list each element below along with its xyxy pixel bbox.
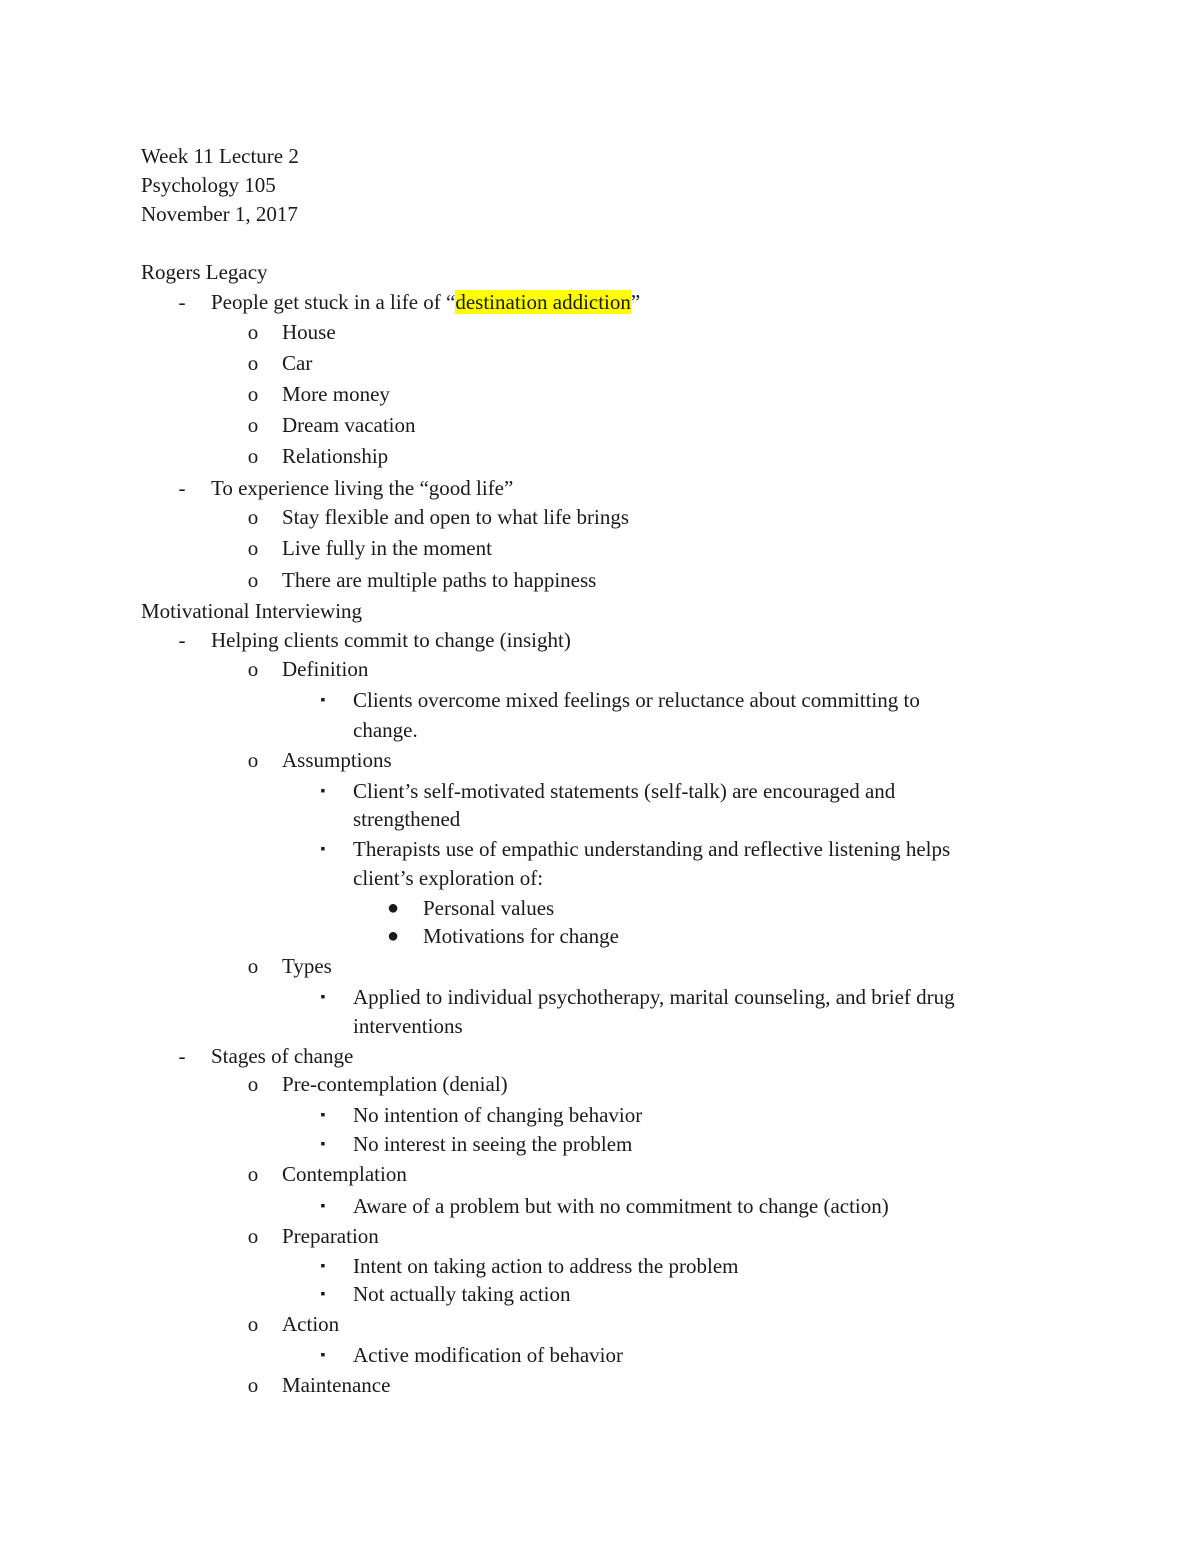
square-marker: ▪ [320, 1259, 326, 1274]
circle-marker: o [247, 1162, 259, 1186]
assumptions-label: Assumptions [282, 748, 392, 772]
circle-marker: o [247, 1312, 259, 1336]
list-item: Not actually taking action [353, 1282, 571, 1306]
destination-addiction-line [211, 288, 640, 317]
square-marker: ▪ [320, 1199, 326, 1214]
list-item: House [282, 320, 336, 344]
definition-text: Clients overcome mixed feelings or reluctance about committing to [353, 688, 920, 712]
square-marker: ▪ [320, 784, 326, 799]
list-item: Motivations for change [423, 924, 619, 948]
circle-marker: o [247, 568, 259, 592]
highlighted-term: destination addiction [455, 290, 631, 314]
circle-marker: o [247, 382, 259, 406]
dot-marker: ● [386, 897, 400, 919]
types-text-cont: interventions [353, 1014, 463, 1038]
square-marker: ▪ [320, 1287, 326, 1302]
mi-heading: Motivational Interviewing [141, 599, 363, 623]
circle-marker: o [247, 954, 259, 978]
definition-label: Definition [282, 657, 369, 681]
circle-marker: o [247, 1224, 259, 1248]
list-item: Live fully in the moment [282, 536, 492, 560]
assumption-text-cont: strengthened [353, 807, 461, 831]
destination-post: ” [630, 290, 641, 314]
course-name: Psychology 105 [141, 173, 276, 197]
dash-marker: - [178, 476, 186, 500]
circle-marker: o [247, 748, 259, 772]
types-text: Applied to individual psychotherapy, marital counseling, and brief drug [353, 985, 955, 1009]
circle-marker: o [247, 351, 259, 375]
stages-heading: Stages of change [211, 1044, 354, 1068]
circle-marker: o [247, 505, 259, 529]
helping-line: Helping clients commit to change (insight) [211, 628, 571, 652]
dot-marker: ● [386, 925, 400, 947]
list-item: Active modification of behavior [353, 1343, 623, 1367]
assumption-text: Therapists use of empathic understanding and reflective listening helps [353, 837, 951, 861]
list-item: Personal values [423, 896, 555, 920]
good-life-line: To experience living the “good life” [211, 476, 514, 500]
assumption-text: Client’s self-motivated statements (self-talk) are encouraged and [353, 779, 896, 803]
list-item: No intention of changing behavior [353, 1103, 643, 1127]
definition-text-cont: change. [353, 718, 418, 742]
types-label: Types [282, 954, 332, 978]
circle-marker: o [247, 536, 259, 560]
assumption-text-cont: client’s exploration of: [353, 866, 544, 890]
circle-marker: o [247, 1072, 259, 1096]
square-marker: ▪ [320, 693, 326, 708]
stage-label: Action [282, 1312, 340, 1336]
square-marker: ▪ [320, 990, 326, 1005]
circle-marker: o [247, 444, 259, 468]
list-item: Intent on taking action to address the problem [353, 1254, 739, 1278]
stage-label: Contemplation [282, 1162, 407, 1186]
list-item: More money [282, 382, 390, 406]
square-marker: ▪ [320, 1348, 326, 1363]
dash-marker: - [178, 1044, 186, 1068]
stage-label: Preparation [282, 1224, 379, 1248]
circle-marker: o [247, 413, 259, 437]
list-item: Relationship [282, 444, 389, 468]
square-marker: ▪ [320, 842, 326, 857]
circle-marker: o [247, 657, 259, 681]
circle-marker: o [247, 1373, 259, 1397]
list-item: No interest in seeing the problem [353, 1132, 633, 1156]
lecture-date: November 1, 2017 [141, 202, 298, 226]
dash-marker: - [178, 290, 186, 314]
list-item: Aware of a problem but with no commitment to change (action) [353, 1194, 889, 1218]
square-marker: ▪ [320, 1108, 326, 1123]
destination-pre: People get stuck in a life of “ [211, 290, 456, 314]
doc-title: Week 11 Lecture 2 [141, 144, 299, 168]
rogers-heading: Rogers Legacy [141, 260, 268, 284]
stage-label: Pre-contemplation (denial) [282, 1072, 508, 1096]
circle-marker: o [247, 320, 259, 344]
dash-marker: - [178, 628, 186, 652]
list-item: There are multiple paths to happiness [282, 568, 597, 592]
list-item: Car [282, 351, 313, 375]
list-item: Dream vacation [282, 413, 416, 437]
square-marker: ▪ [320, 1137, 326, 1152]
stage-label: Maintenance [282, 1373, 391, 1397]
list-item: Stay flexible and open to what life brings [282, 505, 630, 529]
